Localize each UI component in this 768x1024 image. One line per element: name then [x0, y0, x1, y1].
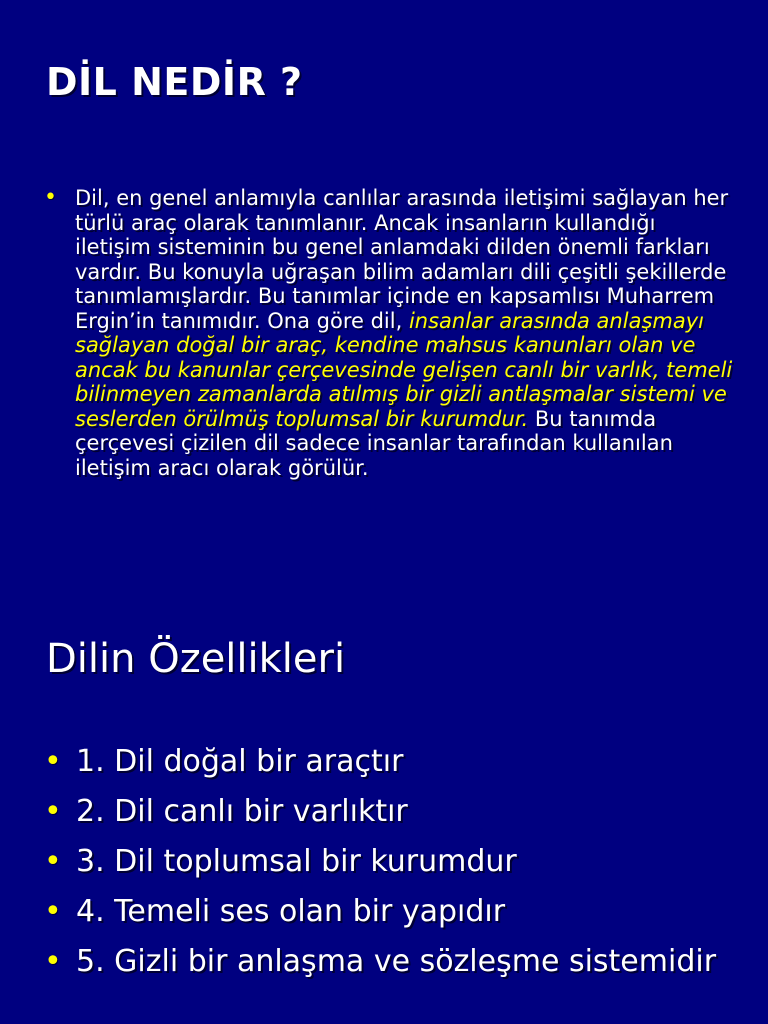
list-item [44, 888, 716, 938]
definition-paragraph [75, 186, 735, 480]
list-item [44, 938, 716, 988]
bullet-icon: • [44, 944, 62, 979]
list-item [44, 788, 716, 838]
feature-text: 1. Dil doğal bir araçtır [76, 744, 404, 779]
features-list [44, 738, 716, 988]
definition-highlight: insanlar arasında anlaşmayı sağlayan doğal bir araç, kendine mahsus kanunları olan ve ancak bu kanunlar çerçevesinde gelişen canlı bir varlık, temeli bilinmeyen zamanlarda atılmış bir gizli antlaşmalar sistemi ve seslerden örülmüş toplumsal bir kurumdur. [75, 308, 733, 431]
feature-text: 5. Gizli bir anlaşma ve sözleşme sistemidir [76, 944, 717, 979]
bullet-icon: • [44, 744, 62, 779]
bullet-icon: • [44, 894, 62, 929]
definition-text-after: Bu tanımda çerçevesi çizilen dil sadece insanlar tarafından kullanılan iletişim aracı olarak görülür. [75, 406, 673, 480]
bullet-icon: • [44, 844, 62, 879]
bullet-icon: • [44, 794, 62, 829]
list-item [44, 738, 716, 788]
feature-text: 3. Dil toplumsal bir kurumdur [76, 844, 517, 879]
slide-title: DİL NEDİR ? [46, 60, 303, 104]
feature-text: 4. Temeli ses olan bir yapıdır [76, 894, 506, 929]
feature-text: 2. Dil canlı bir varlıktır [76, 794, 408, 829]
bullet-icon: • [44, 185, 57, 210]
section-title: Dilin Özellikleri [46, 636, 346, 682]
list-item [44, 838, 716, 888]
definition-text-before: Dil, en genel anlamıyla canlılar arasında iletişimi sağlayan her türlü araç olarak tanımlanır. Ancak insanların kullandığı iletişim sisteminin bu genel anlamdaki dilden önemli farkları vardır. Bu konuyla uğraşan bilim adamları dili çeşitli şekillerde tanımlamışlardır. Bu tanımlar içinde en kapsamlısı Muharrem Ergin’in tanımıdır. Ona göre dil, [75, 186, 729, 333]
